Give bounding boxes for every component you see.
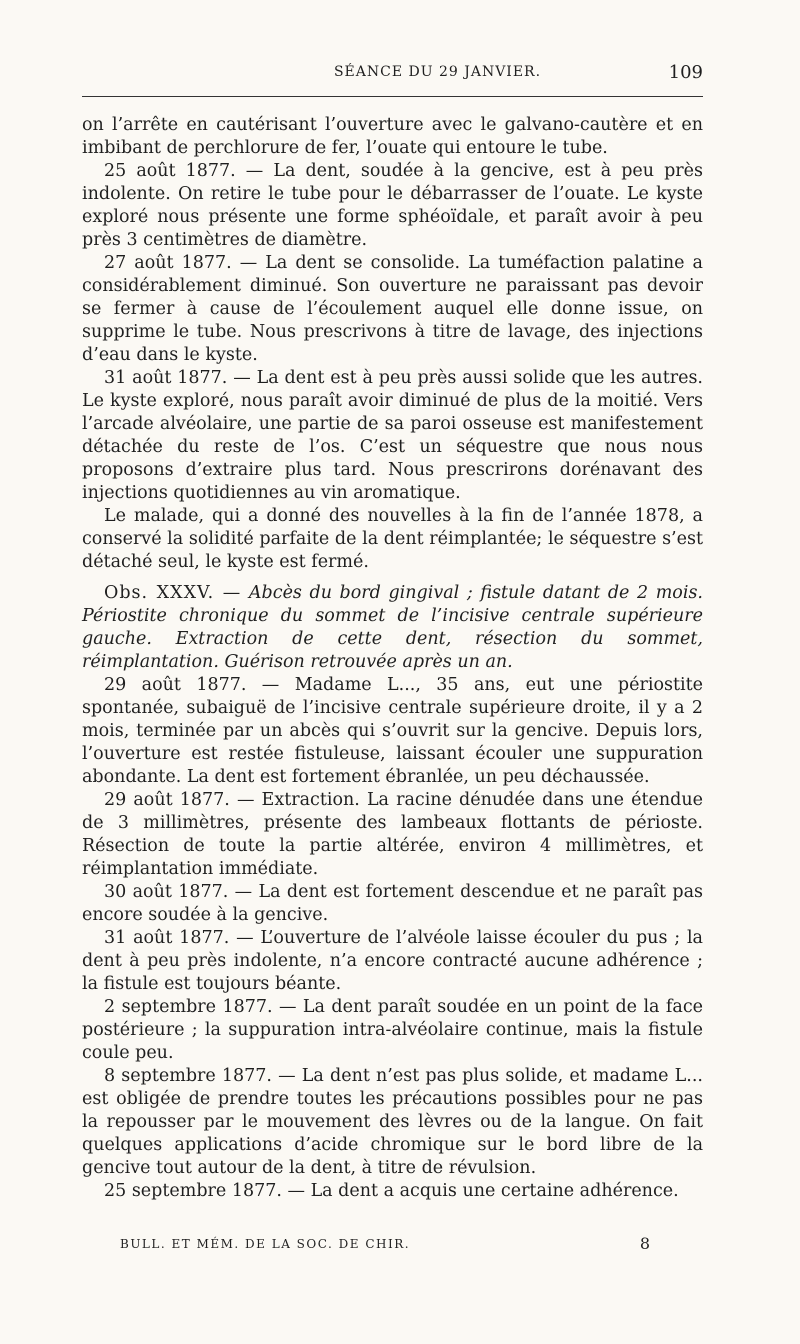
observation-title: Abcès du bord gingival ; fistule datant de 2 mois. Périostite chronique du sommet de l’incisive centrale supérieure gauche. Extraction de cette dent, résection du sommet, réimplantation. Guérison retrouvée après un an.	[82, 583, 703, 672]
paragraph: Le malade, qui a donné des nouvelles à la fin de l’année 1878, a conservé la solidité parfaite de la dent réimplantée; le séquestre s’est détaché seul, le kyste est fermé.	[82, 506, 703, 572]
paragraph: 29 août 1877. — Extraction. La racine dénudée dans une étendue de 3 millimètres, présente des lambeaux flottants de périoste. Résection de toute la partie altérée, environ 4 millimètres, et réimplantation immédiate.	[82, 790, 703, 879]
paragraph: 25 août 1877. — La dent, soudée à la gencive, est à peu près indolente. On retire le tube pour le débarrasser de l’ouate. Le kyste exploré nous présente une forme sphéoïdale, et paraît avoir à peu près 3 centimètres de diamètre.	[82, 161, 703, 250]
running-head	[82, 60, 703, 88]
paragraph: 31 août 1877. — La dent est à peu près aussi solide que les autres. Le kyste exploré, nous paraît avoir diminué de plus de la moitié. Vers l’arcade alvéolaire, une partie de sa paroi osseuse est manifestement détachée du reste de l’os. C’est un séquestre que nous nous proposons d’extraire plus tard. Nous prescrirons dorénavant des injections quotidiennes au vin aromatique.	[82, 368, 703, 503]
paragraph: 25 septembre 1877. — La dent a acquis une certaine adhérence.	[104, 1181, 679, 1201]
publication-line: BULL. ET MÉM. DE LA SOC. DE CHIR.	[120, 1237, 411, 1251]
signature-mark: 8	[639, 1234, 650, 1253]
paragraph: 27 août 1877. — La dent se consolide. La tuméfaction palatine a considérablement diminué. Son ouverture ne paraissant pas devoir se fermer à cause de l’écoulement auquel elle donne issue, on supprime le tube. Nous prescrivons à titre de lavage, des injections d’eau dans le kyste.	[82, 253, 703, 365]
footer	[120, 1234, 650, 1257]
paragraph: 8 septembre 1877. — La dent n’est pas plus solide, et madame L... est obligée de prendre toutes les précautions possibles pour ne pas la repousser par le mouvement des lèvres ou de la langue. On fait quelques applications d’acide chromique sur le bord libre de la gencive tout autour de la dent, à titre de révulsion.	[82, 1066, 703, 1178]
running-title: SÉANCE DU 29 JANVIER.	[333, 64, 542, 80]
paragraph: 31 août 1877. — L’ouverture de l’alvéole laisse écouler du pus ; la dent à peu près indolente, n’a encore contracté aucune adhérence ; la fistule est toujours béante.	[82, 928, 703, 994]
page-number: 109	[668, 62, 703, 83]
observation-number: Obs. XXXV. —	[104, 583, 242, 603]
paragraph: 2 septembre 1877. — La dent paraît soudée en un point de la face postérieure ; la suppuration intra-alvéolaire continue, mais la fistule coule peu.	[82, 997, 703, 1063]
paragraph: 29 août 1877. — Madame L..., 35 ans, eut une périostite spontanée, subaiguë de l’incisive centrale supérieure droite, il y a 2 mois, terminée par un abcès qui s’ouvrit sur la gencive. Depuis lors, l’ouverture est restée fistuleuse, laissant écouler une suppuration abondante. La dent est fortement ébranlée, un peu déchaussée.	[82, 675, 703, 787]
paragraph: on l’arrête en cautérisant l’ouverture avec le galvano-cautère et en imbibant de perchlorure de fer, l’ouate qui entoure le tube.	[82, 115, 703, 158]
body-text	[82, 114, 703, 1203]
paragraph: 30 août 1877. — La dent est fortement descendue et ne paraît pas encore soudée à la gencive.	[82, 882, 703, 925]
header-rule	[82, 96, 703, 97]
observation-heading	[82, 582, 703, 674]
